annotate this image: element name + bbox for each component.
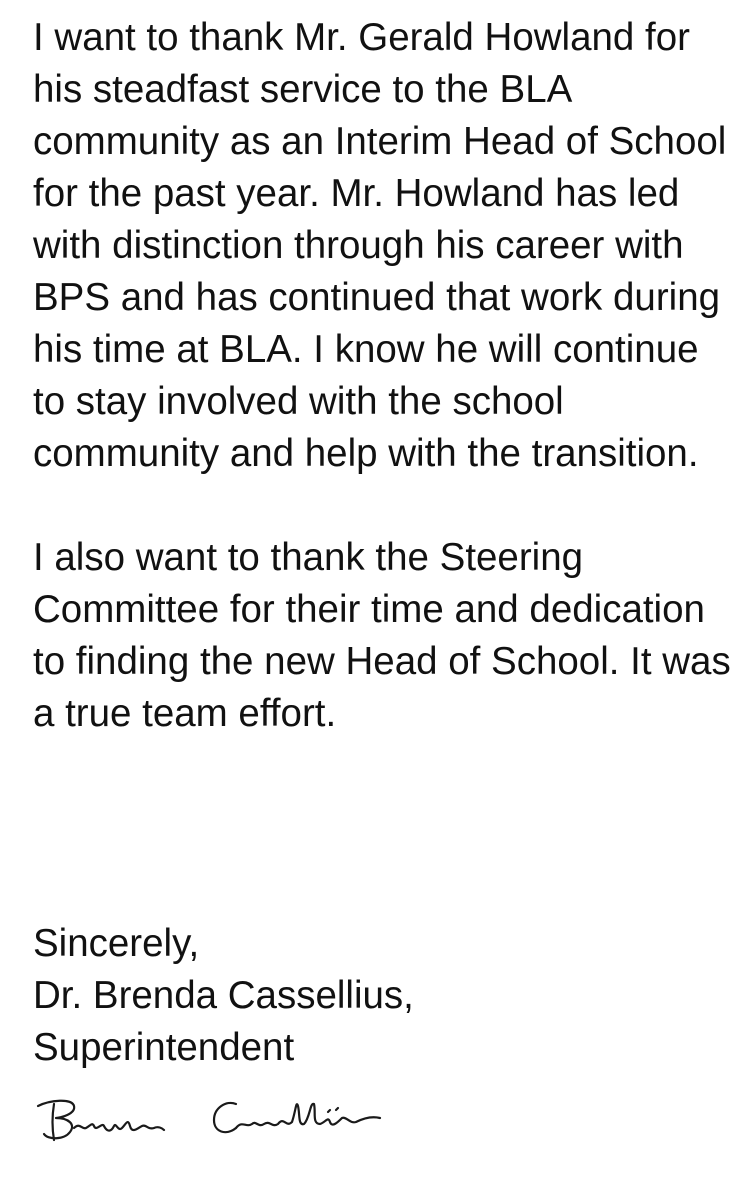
signer-name: Dr. Brenda Cassellius, [33, 974, 414, 1017]
letter-closing [33, 918, 414, 1074]
handwritten-signature [30, 1088, 400, 1158]
closing-salutation: Sincerely, [33, 922, 200, 965]
letter-body [33, 12, 733, 740]
paragraph-thanks-howland: I want to thank Mr. Gerald Howland for his steadfast service to the BLA community as an Interim Head of School for the past year. Mr. Howland has led with distinction through his career with BPS and has continued that work during his time at BLA. I know he will continue to stay involved with the school community and help with the transition. [33, 16, 727, 475]
paragraph-thanks-steering-committee: I also want to thank the Steering Committee for their time and dedication to finding the new Head of School. It was a true team effort. [33, 536, 731, 735]
signer-title: Superintendent [33, 1026, 295, 1069]
signature-image [30, 1088, 400, 1158]
